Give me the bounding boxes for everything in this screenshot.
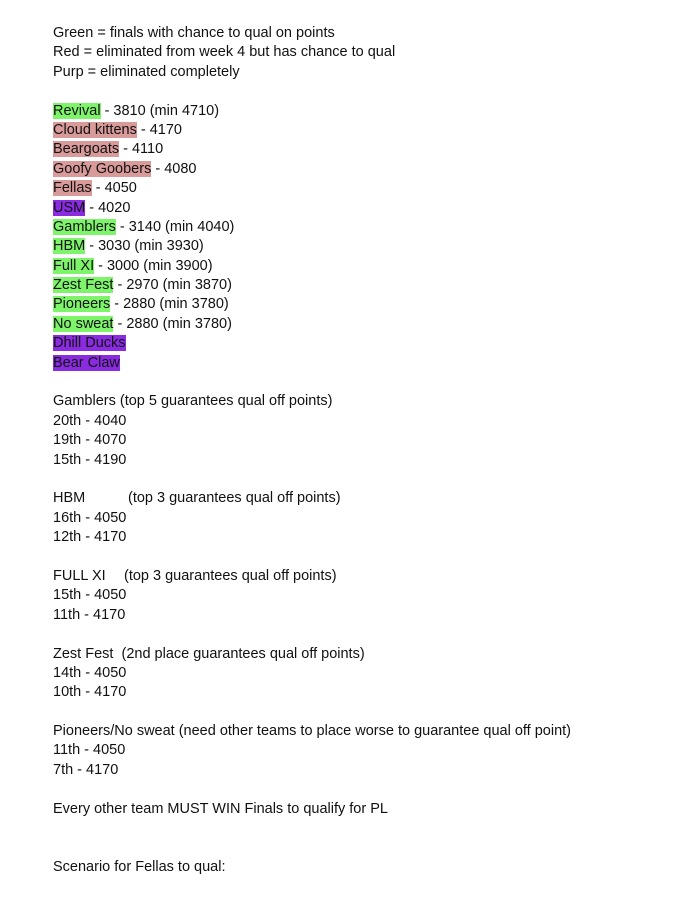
team-name: HBM (53, 238, 86, 255)
must-win-note: Every other team MUST WIN Finals to qualify for PL (53, 800, 388, 817)
document-body (53, 24, 663, 877)
team-name: Pioneers (53, 296, 111, 313)
team-line (53, 315, 663, 334)
team-name: USM (53, 199, 86, 216)
team-name: Bear Claw (53, 354, 120, 371)
team-name: Full XI (53, 257, 95, 274)
team-name: Fellas (53, 180, 92, 197)
team-score: - 4050 (91, 180, 137, 197)
placement-line: 19th - 4070 (53, 432, 127, 449)
team-score: - 3000 (min 3900) (94, 257, 213, 274)
team-name: Cloud kittens (53, 121, 137, 138)
team-line (53, 295, 663, 314)
team-score: - 4110 (119, 141, 164, 158)
team-score: - 3030 (min 3930) (85, 238, 204, 255)
team-score: - 2880 (min 3780) (113, 315, 232, 332)
section-label: FULL XI (53, 567, 106, 584)
team-line (53, 160, 663, 179)
team-name: Gamblers (53, 218, 116, 235)
placement-line: 16th - 4050 (53, 509, 127, 526)
team-line (53, 334, 663, 353)
team-name: No sweat (53, 315, 114, 332)
legend-purple: Purp = eliminated completely (53, 63, 240, 80)
scenario-heading: Scenario for Fellas to qual: (53, 858, 226, 875)
placement-line: 20th - 4040 (53, 412, 127, 429)
placement-line: 14th - 4050 (53, 664, 127, 681)
team-line (53, 121, 663, 140)
section-title: Gamblers (top 5 guarantees qual off points) (53, 393, 333, 410)
legend-red: Red = eliminated from week 4 but has chance to qual (53, 44, 396, 61)
team-line (53, 199, 663, 218)
team-line (53, 179, 663, 198)
section-title (53, 489, 663, 508)
team-score: - 4080 (151, 160, 197, 177)
team-score: - 2970 (min 3870) (113, 277, 232, 294)
section-title: Pioneers/No sweat (need other teams to place worse to guarantee qual off point) (53, 723, 572, 740)
team-line (53, 102, 663, 121)
team-name: Revival (53, 102, 101, 119)
team-line (53, 257, 663, 276)
team-name: Beargoats (53, 141, 120, 158)
placement-line: 10th - 4170 (53, 684, 127, 701)
team-line (53, 354, 663, 373)
section-note: (top 3 guarantees qual off points) (128, 490, 341, 507)
team-score: - 3140 (min 4040) (115, 218, 235, 235)
team-name: Goofy Goobers (53, 160, 152, 177)
placement-line: 7th - 4170 (53, 761, 119, 778)
placement-line: 15th - 4050 (53, 587, 127, 604)
placement-line: 11th - 4170 (53, 606, 126, 623)
team-score: - 2880 (min 3780) (110, 296, 229, 313)
placement-line: 12th - 4170 (53, 529, 127, 546)
team-line (53, 218, 663, 237)
team-name: Dhill Ducks (53, 335, 126, 352)
team-score: - 4170 (136, 121, 182, 138)
section-label: HBM (53, 490, 86, 507)
team-line (53, 237, 663, 256)
placement-line: 15th - 4190 (53, 451, 127, 468)
team-line (53, 276, 663, 295)
section-title: Zest Fest (2nd place guarantees qual off points) (53, 645, 365, 662)
team-score: - 4020 (85, 199, 131, 216)
team-line (53, 140, 663, 159)
legend-green: Green = finals with chance to qual on points (53, 25, 335, 41)
section-title (53, 567, 663, 586)
team-score: - 3810 (min 4710) (100, 102, 220, 119)
team-name: Zest Fest (53, 277, 114, 294)
placement-line: 11th - 4050 (53, 742, 126, 759)
section-note: (top 3 guarantees qual off points) (124, 567, 337, 584)
